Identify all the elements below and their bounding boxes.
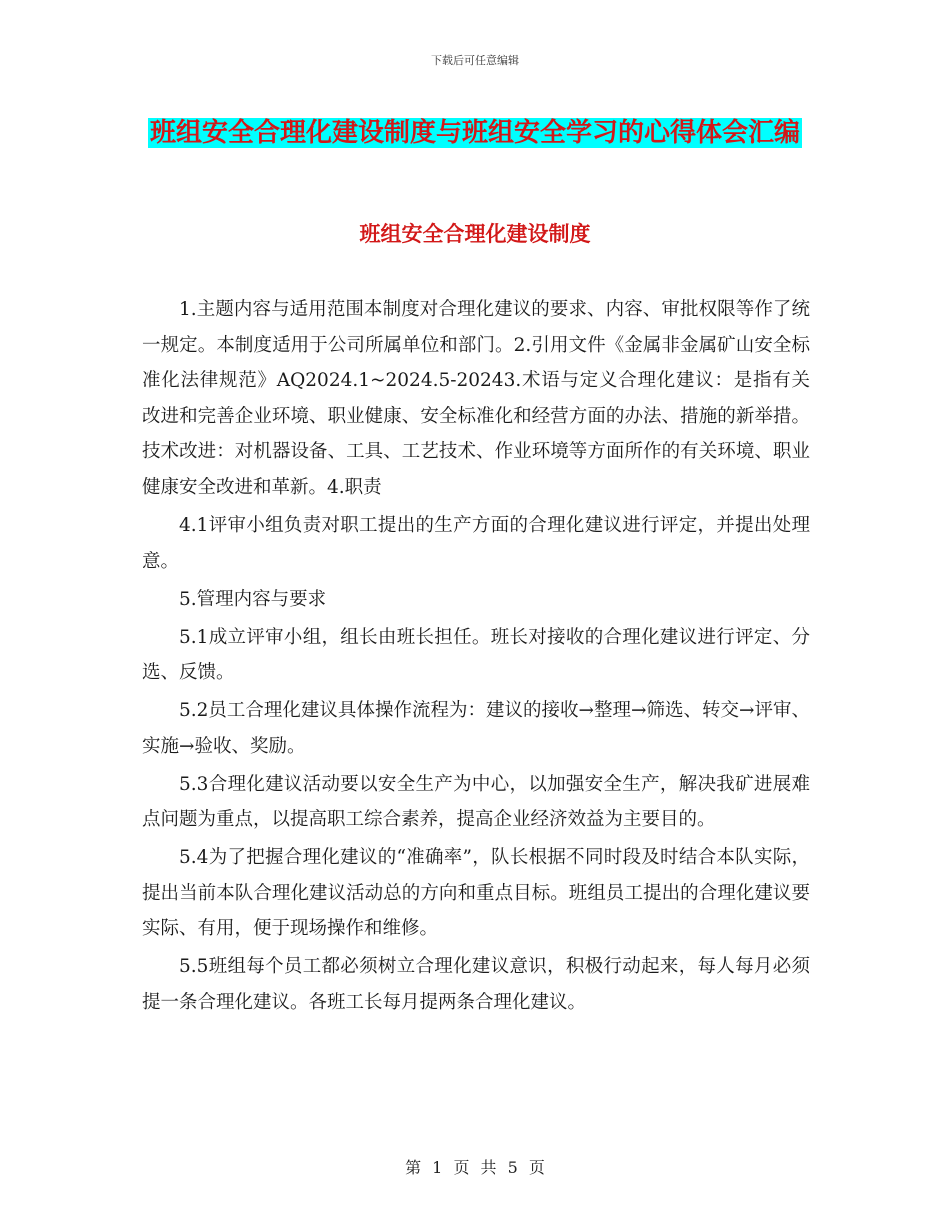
page-footer: 第 1 页 共 5 页 (405, 1158, 545, 1177)
paragraph: 5.管理内容与要求 (179, 588, 327, 610)
paragraph: 5.5班组每个员工都必须树立合理化建议意识，积极行动起来，每人每月必须提一条合理化建议。各班工长每月提两条合理化建议。 (142, 956, 810, 1014)
section-heading: 班组安全合理化建设制度 (359, 222, 591, 246)
paragraph: 4.1评审小组负责对职工提出的生产方面的合理化建议进行评定，并提出处理意。 (142, 514, 810, 572)
document-title-text: 班组安全合理化建设制度与班组安全学习的心得体会汇编 (149, 118, 800, 148)
paragraph: 5.3合理化建议活动要以安全生产为中心，以加强安全生产，解决我矿进展难点问题为重点，以提高职工综合素养，提高企业经济效益为主要目的。 (142, 773, 810, 831)
paragraph: 1.主题内容与适用范围本制度对合理化建议的要求、内容、审批权限等作了统一规定。本制度适用于公司所属单位和部门。2.引用文件《金属非金属矿山安全标准化法律规范》AQ2024.1~2024.5-20243.术语与定义合理化建议：是指有关改进和完善企业环境、职业健康、安全标准化和经营方面的办法、措施的新举措。技术改进：对机器设备、工具、工艺技术、作业环境等方面所作的有关环境、职业健康安全改进和革新。4.职责 (142, 299, 810, 498)
paragraph: 5.1成立评审小组，组长由班长担任。班长对接收的合理化建议进行评定、分选、反馈。 (142, 626, 810, 684)
document-body (142, 292, 810, 1023)
paragraph: 5.4为了把握合理化建议的“准确率”，队长根据不同时段及时结合本队实际，提出当前本队合理化建议活动总的方向和重点目标。班组员工提出的合理化建议要实际、有用，便于现场操作和维修。 (142, 847, 810, 940)
paragraph: 5.2员工合理化建议具体操作流程为：建议的接收→整理→筛选、转交→评审、实施→验收、奖励。 (142, 700, 810, 757)
document-title (140, 108, 810, 158)
header-note: 下载后可任意编辑 (431, 54, 519, 67)
